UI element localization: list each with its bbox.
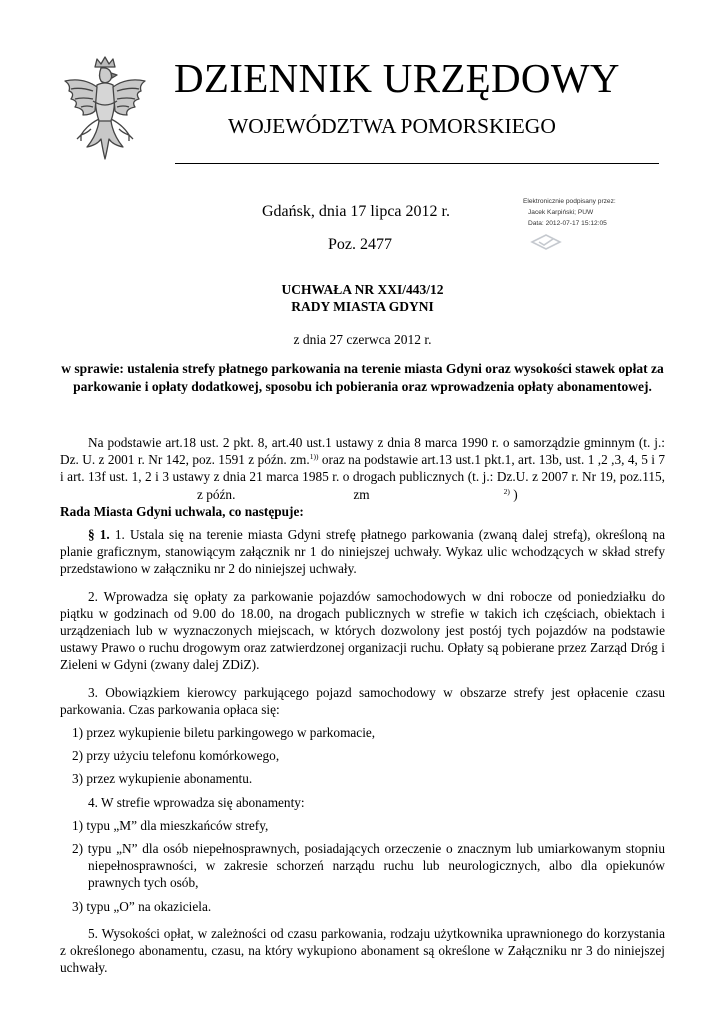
section-1-paragraph-4: 4. W strefie wprowadza się abonamenty: bbox=[88, 794, 305, 810]
footnote-ref-1: 1)) bbox=[309, 452, 319, 462]
position-number: Poz. 2477 bbox=[328, 236, 392, 253]
resolution-subject-line-2: parkowanie i opłaty dodatkowej, sposobu ich pobierania oraz wprowadzenia opłaty abonamentowej. bbox=[73, 379, 652, 394]
list-item: 2) typu „N” dla osób niepełnosprawnych, posiadających orzeczenie o znacznym lub umiarkowanym stopniu niepełnosprawności, w zakresie schorzeń narządu ruchu lub neurologicznych, albo dla opiekunów prawnych tych osób, bbox=[72, 841, 665, 891]
masthead-divider bbox=[175, 163, 659, 164]
legal-basis-part-d: zm bbox=[353, 486, 370, 502]
list-item: 1) przez wykupienie biletu parkingowego w parkomacie, bbox=[72, 725, 376, 741]
list-item: 3) przez wykupienie abonamentu. bbox=[72, 771, 253, 787]
section-1-paragraph-1 bbox=[60, 526, 665, 578]
resolution-subject bbox=[60, 360, 665, 396]
legal-basis-part-a: Na podstawie art.18 ust. 2 pkt. 8, art.40 ust.1 ustawy z dnia 8 marca 1990 r. o samorządzie gminnym (t. j.: Dz. U. z 2001 r. Nr 142, poz. 1591 z późn. zm. bbox=[60, 435, 665, 468]
legal-basis-part-c: z późn. bbox=[197, 486, 236, 502]
list-item: 1) typu „M” dla mieszkańców strefy, bbox=[72, 817, 269, 833]
section-1-paragraph-1-text: 1. Ustala się na terenie miasta Gdyni strefę płatnego parkowania (zwaną dalej strefą), określoną na planie graficznym, stanowiącym załącznik nr 1 do niniejszej uchwały. Wykaz ulic wchodzących w skład strefy przedstawiono w załączniku nr 2 do niniejszej uchwały. bbox=[60, 527, 665, 577]
masthead-title: DZIENNIK URZĘDOWY bbox=[174, 55, 620, 101]
list-item: 2) przy użyciu telefonu komórkowego, bbox=[72, 748, 280, 764]
resolution-date: z dnia 27 czerwca 2012 r. bbox=[293, 332, 432, 347]
electronic-signature-block bbox=[523, 196, 616, 229]
resolution-title bbox=[60, 281, 665, 315]
section-1-paragraph-5: 5. Wysokości opłat, w zależności od czasu parkowania, rodzaju użytkownika uprawnionego do korzystania z określonego abonamentu, czasu, na który wykupiono abonament są określone w Załączniku nr 3 do niniejszej uchwały. bbox=[60, 925, 665, 976]
masthead-subtitle: WOJEWÓDZTWA POMORSKIEGO bbox=[228, 114, 556, 138]
legal-basis-part-b: oraz na podstawie art.13 ust.1 pkt.1, art. 13b, ust. 1 ,2 ,3, 4, 5 i 7 i art. 13f ust. 1, 2 i 3 ustawy z dnia 21 marca 1985 r. o drogach publicznych (t. j.: Dz.U. z 2007 r. Nr 19, poz.115, bbox=[60, 452, 665, 485]
section-1-label: § 1. bbox=[88, 527, 110, 543]
legal-basis-paragraph bbox=[60, 434, 665, 503]
eagle-emblem-icon bbox=[57, 55, 153, 167]
signature-line-signed-by: Elektronicznie podpisany przez: bbox=[523, 198, 616, 205]
document-body bbox=[60, 434, 665, 976]
council-resolves-statement: Rada Miasta Gdyni uchwala, co następuje: bbox=[60, 503, 304, 519]
legal-basis-part-e: ) bbox=[513, 486, 518, 502]
footnote-ref-2: 2) bbox=[503, 486, 510, 496]
signature-check-icon bbox=[530, 234, 562, 251]
resolution-issuer: RADY MIASTA GDYNI bbox=[291, 299, 434, 314]
signature-line-date: Data: 2012-07-17 15:12:05 bbox=[528, 220, 607, 227]
section-1-paragraph-2: 2. Wprowadza się opłaty za parkowanie pojazdów samochodowych w dni robocze od poniedziałku do piątku w godzinach od 9.00 do 18.00, na drogach publicznych w strefie w takich ich częściach, obiektach i urządzeniach lub w wyznaczonych miejscach, w których dozwolony jest postój tych pojazdów na podstawie ustawy Prawo o ruchu drogowym oraz zatwierdzonej organizacji ruchu. Opłaty są pobierane przez Zarząd Dróg i Zieleni w Gdyni (zwany dalej ZDiZ). bbox=[60, 588, 665, 673]
signature-line-signer: Jacek Karpiński; PUW bbox=[528, 209, 594, 216]
resolution-subject-line-1: w sprawie: ustalenia strefy płatnego parkowania na terenie miasta Gdyni oraz wysokości stawek opłat za bbox=[61, 361, 664, 376]
resolution-number: UCHWAŁA NR XXI/443/12 bbox=[281, 282, 444, 297]
place-and-date: Gdańsk, dnia 17 lipca 2012 r. bbox=[262, 203, 450, 220]
list-item: 3) typu „O” na okaziciela. bbox=[72, 898, 212, 914]
section-1-paragraph-3: 3. Obowiązkiem kierowcy parkującego pojazd samochodowy w obszarze strefy jest opłacenie czasu parkowania. Czas parkowania opłaca się: bbox=[60, 684, 665, 717]
